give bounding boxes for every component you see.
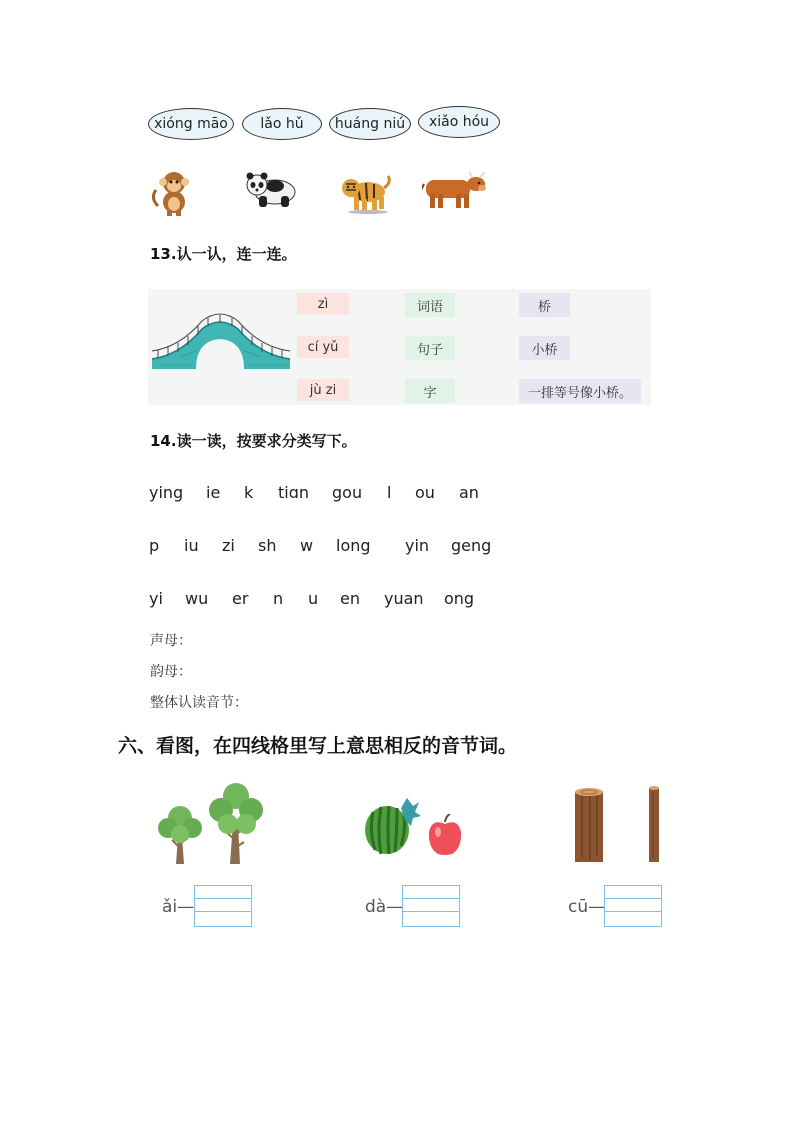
four-line-grid-da[interactable]	[402, 885, 460, 927]
four-line-grid-ai[interactable]	[194, 885, 252, 927]
monkey-icon	[150, 168, 196, 216]
oval-label: lǎo hǔ	[260, 116, 304, 132]
pinyin-oval-huang-niu	[329, 108, 411, 140]
word-box-ciyu	[405, 293, 455, 317]
apple-icon	[426, 814, 464, 856]
example-box-qiao	[519, 293, 570, 317]
panda-icon	[245, 170, 299, 208]
matching-panel	[148, 289, 651, 405]
pinyin-item: er	[232, 589, 249, 608]
box-text: 一排等号像小桥。	[527, 385, 632, 401]
pinyin-item: l	[387, 483, 392, 502]
tiger-icon	[340, 172, 392, 214]
pinyin-item: long	[336, 536, 371, 555]
thin-log-icon	[645, 784, 663, 864]
box-text: 词语	[416, 299, 443, 315]
pinyin-item: k	[244, 483, 254, 502]
label-shengmu: 声母：	[150, 633, 192, 649]
label-zhengti: 整体认读音节：	[150, 695, 248, 711]
pinyin-item: yuan	[384, 589, 424, 608]
pinyin-item: yin	[405, 536, 430, 555]
word-box-juzi	[405, 336, 455, 360]
pinyin-oval-lao-hu	[242, 108, 322, 140]
grid-line	[403, 911, 459, 912]
tall-tree-icon	[208, 782, 264, 866]
oval-label: xióng māo	[154, 116, 228, 132]
example-box-xiaoqiao	[519, 336, 570, 360]
pinyin-item: ong	[444, 589, 475, 608]
box-text: 句子	[416, 342, 443, 358]
label-yunmu: 韵母：	[150, 664, 192, 680]
four-line-grid-cu[interactable]	[604, 885, 662, 927]
question-13-title: 13.认一认，连一连。	[150, 245, 297, 263]
prompt-ai: ǎi—	[162, 897, 195, 917]
pinyin-item: yi	[149, 589, 163, 608]
pinyin-item: ie	[206, 483, 221, 502]
watermelon-icon	[363, 796, 421, 858]
pinyin-item: w	[300, 536, 314, 555]
oval-label: huáng niú	[334, 116, 406, 132]
pinyin-item: geng	[451, 536, 492, 555]
pinyin-oval-xiong-mao	[148, 108, 234, 140]
grid-line	[403, 898, 459, 899]
pinyin-box-zi	[297, 293, 349, 315]
pinyin-item: u	[308, 589, 319, 608]
pinyin-oval-xiao-hou	[418, 106, 500, 138]
pinyin-item: ou	[415, 483, 435, 502]
thick-log-icon	[573, 786, 605, 866]
grid-line	[605, 898, 661, 899]
question-14-title: 14.读一读，按要求分类写下。	[150, 432, 357, 450]
word-box-zi	[405, 379, 455, 403]
pinyin-item: iu	[184, 536, 199, 555]
box-text: cí yǔ	[307, 339, 339, 355]
box-text: zì	[317, 296, 329, 312]
pinyin-item: en	[340, 589, 360, 608]
pinyin-item: wu	[185, 589, 209, 608]
pinyin-item: ying	[149, 483, 184, 502]
pinyin-item: an	[459, 483, 479, 502]
box-text: 桥	[537, 299, 551, 315]
section-6-title: 六、看图，在四线格里写上意思相反的音节词。	[118, 735, 518, 757]
pinyin-item: sh	[258, 536, 277, 555]
example-box-sentence	[519, 379, 641, 403]
ox-icon	[422, 172, 490, 210]
pinyin-box-ci-yu	[297, 336, 349, 358]
pinyin-item: gou	[332, 483, 363, 502]
grid-line	[605, 911, 661, 912]
prompt-da: dà—	[365, 897, 404, 917]
box-text: jù zi	[309, 382, 337, 398]
box-text: 小桥	[531, 342, 558, 358]
short-tree-icon	[158, 804, 202, 866]
grid-line	[195, 911, 251, 912]
pinyin-item: zi	[222, 536, 235, 555]
pinyin-box-ju-zi	[297, 379, 349, 401]
oval-label: xiǎo hóu	[428, 114, 490, 130]
pinyin-item: p	[149, 536, 160, 555]
pinyin-item: n	[273, 589, 284, 608]
box-text: 字	[423, 385, 437, 401]
grid-line	[195, 898, 251, 899]
pinyin-item: tiɑn	[278, 483, 310, 502]
bridge-icon	[150, 311, 292, 371]
prompt-cu: cū—	[568, 897, 606, 917]
